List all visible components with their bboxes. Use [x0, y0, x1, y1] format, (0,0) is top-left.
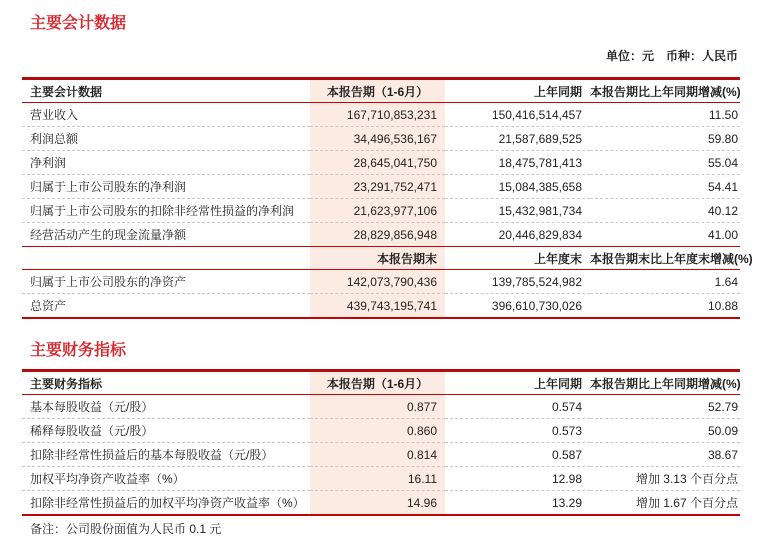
table-row — [22, 395, 740, 419]
prior-year-end-value: 139,785,524,982 — [491, 274, 582, 289]
table-row — [22, 223, 740, 247]
report-page — [22, 0, 753, 537]
current-period-value: 14.96 — [310, 491, 445, 516]
change-value: 40.12 — [707, 203, 738, 218]
prior-period-value: 21,587,689,525 — [498, 131, 582, 146]
current-period-value: 16.11 — [310, 467, 445, 491]
row-label: 扣除非经常性损益后的基本每股收益（元/股） — [30, 448, 274, 462]
table-row — [22, 175, 740, 199]
row-label: 净利润 — [30, 156, 67, 170]
section-spacer — [22, 319, 740, 341]
table-row — [22, 127, 740, 151]
table-row — [22, 199, 740, 223]
header-change: 本报告期比上年同期增减(%) — [590, 84, 741, 99]
prior-period-value: 18,475,781,413 — [498, 155, 582, 170]
accounting-section-title: 主要会计数据 — [30, 15, 127, 32]
current-period-value: 28,645,041,750 — [310, 151, 445, 175]
row-label: 利润总额 — [30, 132, 79, 146]
current-period-value: 0.814 — [310, 443, 445, 467]
change-value: 增加 3.13 个百分点 — [635, 472, 738, 486]
currency-unit-line: 单位：元 币种：人民币 — [605, 49, 738, 63]
table-row — [22, 294, 740, 319]
current-period-value: 28,829,856,948 — [310, 223, 445, 247]
row-label: 稀释每股收益（元/股） — [30, 424, 154, 438]
prior-period-value: 15,432,981,734 — [498, 203, 582, 218]
header-prior-period: 上年同期 — [533, 376, 582, 391]
period-end-value: 142,073,790,436 — [310, 270, 445, 294]
current-period-value: 23,291,752,471 — [310, 175, 445, 199]
prior-period-value: 150,416,514,457 — [491, 107, 582, 122]
header-current-period: 本报告期（1-6月） — [310, 371, 445, 395]
accounting-data-table — [22, 77, 753, 319]
prior-period-value: 0.587 — [551, 447, 582, 462]
header-prior-year-end: 上年度末 — [533, 251, 582, 266]
prior-period-value: 0.574 — [551, 399, 582, 414]
table-row — [22, 103, 740, 127]
change-value: 11.50 — [708, 107, 738, 122]
prior-year-end-value: 396,610,730,026 — [491, 298, 582, 313]
row-label: 归属于上市公司股东的净利润 — [30, 180, 187, 194]
period-end-value: 439,743,195,741 — [310, 294, 445, 319]
table-row — [22, 443, 740, 467]
financial-section-title: 主要财务指标 — [30, 342, 127, 359]
change-value: 54.41 — [707, 179, 738, 194]
footnote: 备注：公司股份面值为人民币 0.1 元 — [30, 522, 222, 536]
prior-period-value: 13.29 — [551, 495, 582, 510]
financial-indicators-table — [22, 369, 740, 516]
row-label: 归属于上市公司股东的净资产 — [30, 275, 187, 289]
header-change: 本报告期比上年同期增减(%) — [590, 376, 741, 391]
prior-period-value: 12.98 — [551, 471, 582, 486]
row-label: 经营活动产生的现金流量净额 — [30, 228, 187, 242]
current-period-value: 34,496,536,167 — [310, 127, 445, 151]
period-end-header-row — [22, 247, 740, 270]
current-period-value: 21,623,977,106 — [310, 199, 445, 223]
row-label: 基本每股收益（元/股） — [30, 400, 154, 414]
table-row — [22, 491, 740, 516]
prior-period-value: 20,446,829,834 — [498, 227, 582, 242]
table-row — [22, 270, 740, 294]
current-period-value: 0.860 — [310, 419, 445, 443]
accounting-header-row — [22, 79, 740, 103]
header-period-end: 本报告期末 — [310, 247, 445, 270]
header-current-period: 本报告期（1-6月） — [310, 79, 445, 103]
change-value: 55.04 — [707, 155, 738, 170]
row-label: 加权平均净资产收益率（%） — [30, 472, 185, 486]
change-value: 59.80 — [707, 131, 738, 146]
change-value: 52.79 — [707, 399, 738, 414]
financial-header-row — [22, 371, 740, 395]
prior-period-value: 15,084,385,658 — [498, 179, 582, 194]
change-value: 1.64 — [714, 274, 738, 289]
row-label: 扣除非经常性损益后的加权平均净资产收益率（%） — [30, 496, 305, 510]
header-label: 主要会计数据 — [30, 84, 103, 99]
change-value: 增加 1.67 个百分点 — [635, 496, 738, 510]
header-period-end-change: 本报告期末比上年度末增减(%) — [590, 251, 753, 266]
change-value: 41.00 — [707, 227, 738, 242]
change-value: 38.67 — [707, 447, 738, 462]
table-row — [22, 419, 740, 443]
header-label: 主要财务指标 — [30, 376, 103, 391]
current-period-value: 0.877 — [310, 395, 445, 419]
row-label: 营业收入 — [30, 108, 79, 122]
row-label: 归属于上市公司股东的扣除非经常性损益的净利润 — [30, 204, 295, 218]
prior-period-value: 0.573 — [551, 423, 582, 438]
table-row — [22, 151, 740, 175]
table-row — [22, 467, 740, 491]
current-period-value: 167,710,853,231 — [310, 103, 445, 127]
change-value: 50.09 — [707, 423, 738, 438]
row-label: 总资产 — [30, 299, 67, 313]
header-empty — [22, 247, 310, 270]
header-prior-period: 上年同期 — [533, 84, 582, 99]
change-value: 10.88 — [707, 298, 738, 313]
